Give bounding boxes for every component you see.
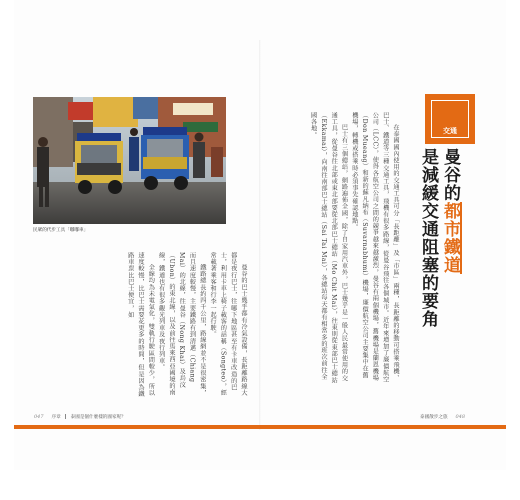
left-footer-section: 序章 bbox=[51, 415, 61, 420]
right-body-text bbox=[272, 112, 400, 384]
tuk-tuk-photo bbox=[33, 97, 226, 224]
left-body-text bbox=[56, 252, 248, 400]
chapter-title bbox=[417, 148, 461, 348]
left-footer bbox=[34, 414, 126, 420]
right-paragraph-1: 在泰國國內使用的交通工具可分「長距離」及「市區」兩種，長距離的移動可搭乘飛機、巴士、鐵道等三種交通工具，飛機有很多路線，從曼谷飛往各個城市。近年來增加了廉價航空公司（LCC），使得各航空公司之間的競爭越來越激烈，曼谷有兩個機場，舊機場是蘭恩機場（Don Mueang）和新的蘇凡納布（Suvarnabhumi）機場，廉價航空公司主要集中在舊機場，轉機或搭乘時必須事先確認地點。 bbox=[350, 112, 399, 383]
right-page-number: 048 bbox=[455, 414, 466, 420]
left-paragraph-2: 鐵路總長約四千公里，路線網並不是很密集，而且速度較慢，主要鐵路有到清邁（Chiang Mai）的北線，往曼谷（Nong Khai）及烏汶（Ubon）的東北線，以及前往馬來西亞國境的南線，鐵道也有很多觀光列車及夜行列車。 bbox=[157, 252, 206, 397]
left-paragraph-3: 全線均為未電氣化，雙軌行駛區間較少，所以速度較慢，比巴士需要花更多的時間，但是因為鐵路車票比巴士便宜，如 bbox=[126, 252, 155, 398]
title-line-1 bbox=[439, 148, 461, 348]
section-tag-label: 交通 bbox=[443, 127, 457, 135]
title-highlight: 都市鐵道 bbox=[440, 202, 460, 274]
right-footer bbox=[420, 414, 465, 420]
title-line-1-prefix: 曼谷的 bbox=[440, 148, 460, 202]
section-tag bbox=[425, 94, 475, 144]
footer-separator bbox=[65, 414, 66, 419]
photo-caption: 民眾的代步工具「嘟嘟車」 bbox=[33, 228, 89, 233]
page-gutter bbox=[259, 40, 261, 430]
title-line-2: 是減緩交通阻塞的要角 bbox=[418, 148, 438, 328]
left-paragraph-1: 曼谷的巴士幾乎都有冷氣設備，長距離路線大都是夜行巴士，往哪下地區甚至有卡車改造的巴士，利用卡車上椅子載客的話稱（Songteo），經常載著乘客和行李一起行駛。 bbox=[209, 252, 247, 397]
right-paragraph-2: 巴士有三個總站，網路遍佈全國，除了自家用汽車外，巴士幾乎是一般人民最常使用的交通工具，從曼谷往北部或東北部要從北部巴士總站（Mo Chit Mai），往東則從東部巴士總站（Ekkamai），向南往南部巴士總站（Sai Tai Mai），各總站每天都有相當多的班次前往全國各地。 bbox=[309, 112, 348, 384]
bottom-accent-band bbox=[14, 425, 506, 429]
left-page-number: 047 bbox=[34, 414, 44, 420]
right-footer-text: 泰國散步之旅 bbox=[420, 415, 448, 420]
left-footer-text: 泰國是個什麼樣的國家呢？ bbox=[70, 415, 126, 420]
